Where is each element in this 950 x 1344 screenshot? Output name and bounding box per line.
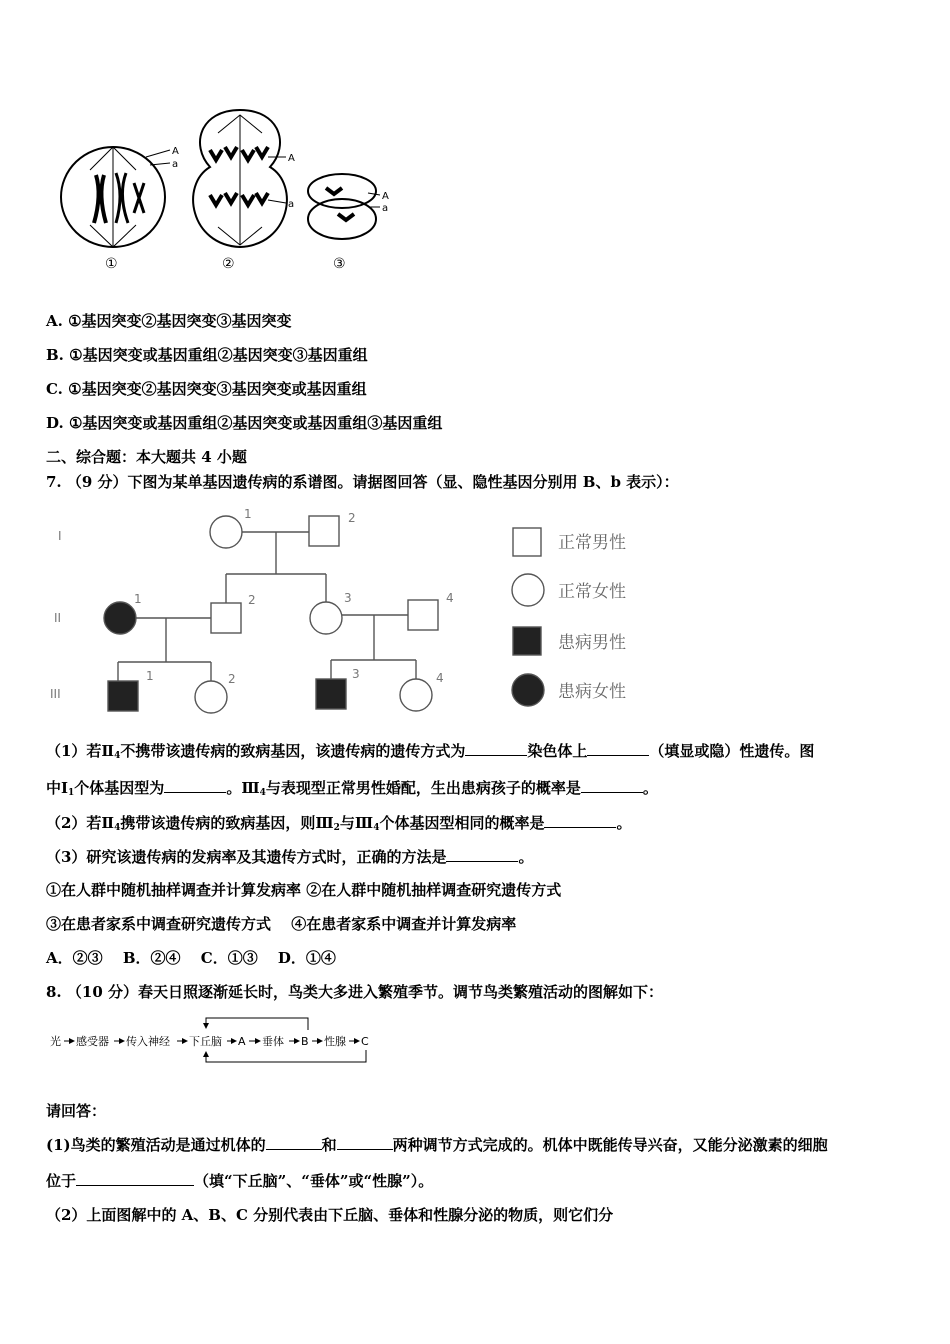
q6-option-c: C. ①基因突变②基因突变③基因突变或基因重组 <box>46 380 367 398</box>
gen-label-1: I <box>58 529 62 543</box>
flow-C: C <box>361 1035 369 1048</box>
cell-2-drawing <box>193 110 287 247</box>
II1-affected-female <box>104 602 136 634</box>
I2-number: 2 <box>348 511 356 525</box>
I2-normal-male <box>309 516 339 546</box>
II2-number: 2 <box>248 593 256 607</box>
q7-part1-line1: （1）若$Ⅱ_4$不携带该遗传病的致病基因，该遗传病的遗传方式为 染色体上 （填显或隐）性遗传。图 <box>46 742 815 761</box>
q7-stem: 7. （9 分）下图为某单基因遗传病的系谱图。请据图回答（显、隐性基因分别用 B、b 表示）： <box>46 473 679 491</box>
III4-number: 4 <box>436 671 444 685</box>
q8-part1-line2: 位于 （填“下丘脑”、“垂体”或“性腺”）。 <box>46 1172 434 1190</box>
pedigree-chart <box>46 500 666 725</box>
answer-blank-genotype[interactable] <box>164 778 226 793</box>
legend-normal-female: 正常女性 <box>558 582 626 602</box>
gen-label-3: III <box>50 687 61 701</box>
III2-normal-female <box>195 681 227 713</box>
answer-blank-dominance[interactable] <box>587 741 649 756</box>
q7-part1-line2: 中$Ⅰ_1$个体基因型为 。$Ⅲ_4$与表现型正常男性婚配，生出患病孩子的概率是 。 <box>46 779 658 798</box>
answer-blank-probability[interactable] <box>581 778 643 793</box>
flow-pituitary: 垂体 <box>262 1035 284 1048</box>
q8-stem: 8. （10 分）春天日照逐渐延长时，鸟类大多进入繁殖季节。调节鸟类繁殖活动的图解如下： <box>46 983 663 1001</box>
III1-affected-male <box>108 681 138 711</box>
legend-affected-male-symbol <box>513 627 541 655</box>
answer-blank-inheritance-chromosome[interactable] <box>465 741 527 756</box>
III2-number: 2 <box>228 672 236 686</box>
q8-part1-line1: (1)鸟类的繁殖活动是通过机体的 和 两种调节方式完成的。机体中既能传导兴奋，又能分泌激素的细胞 <box>46 1136 828 1154</box>
cell2-label-a: a <box>288 199 295 210</box>
gen-label-2: II <box>54 611 62 625</box>
III3-affected-male <box>316 679 346 709</box>
II3-number: 3 <box>344 591 352 605</box>
II3-normal-female <box>310 602 342 634</box>
II1-number: 1 <box>134 592 142 606</box>
q8-part2: （2）上面图解中的 A、B、C 分别代表由下丘脑、垂体和性腺分泌的物质，则它们分 <box>46 1206 614 1224</box>
q6-option-b: B. ①基因突变或基因重组②基因突变③基因重组 <box>46 346 368 364</box>
regulation-flow-diagram <box>46 1012 386 1068</box>
flow-receptor: 感受器 <box>76 1035 109 1048</box>
flow-A: A <box>238 1035 246 1048</box>
legend-normal-male-symbol <box>513 528 541 556</box>
flow-hypothalamus: 下丘脑 <box>189 1035 222 1048</box>
legend-normal-male: 正常男性 <box>558 533 626 553</box>
III3-number: 3 <box>352 667 360 681</box>
II4-number: 4 <box>446 591 454 605</box>
flow-afferent-nerve: 传入神经 <box>126 1035 170 1048</box>
q7-methods-line1: ①在人群中随机抽样调查并计算发病率 ②在人群中随机抽样调查研究遗传方式 <box>46 881 562 899</box>
legend-normal-female-symbol <box>512 574 544 606</box>
III1-number: 1 <box>146 669 154 683</box>
cell3-number: ③ <box>333 256 346 272</box>
cell1-number: ① <box>105 256 118 272</box>
cell-3-drawing <box>308 174 380 239</box>
q6-option-a: A. ①基因突变②基因突变③基因突变 <box>46 312 292 330</box>
cell3-label-A: A <box>382 191 389 202</box>
cell2-number: ② <box>222 256 235 272</box>
q7-part2: （2）若$Ⅱ_4$携带该遗传病的致病基因，则$Ⅲ_2$与$Ⅲ_4$个体基因型相同的概率是 。 <box>46 814 632 833</box>
q7-methods-line2: ③在患者家系中调查研究遗传方式 ④在患者家系中调查并计算发病率 <box>46 915 517 933</box>
cell-division-figure <box>50 95 400 275</box>
legend-affected-female: 患病女性 <box>558 682 626 702</box>
q8-answer-prompt: 请回答： <box>46 1102 107 1120</box>
II2-normal-male <box>211 603 241 633</box>
I1-normal-female <box>210 516 242 548</box>
section-heading: 二、综合题：本大题共 4 小题 <box>46 448 247 466</box>
flow-B: B <box>301 1035 309 1048</box>
answer-blank-same-genotype[interactable] <box>544 813 616 828</box>
legend-affected-male: 患病男性 <box>558 633 626 653</box>
flow-gonad: 性腺 <box>324 1035 346 1048</box>
q7-choices: A．②③ B．②④ C．①③ D．①④ <box>46 949 336 967</box>
q6-option-d: D. ①基因突变或基因重组②基因突变或基因重组③基因重组 <box>46 414 443 432</box>
cell1-label-A: A <box>172 146 179 157</box>
cell3-label-a: a <box>382 203 389 214</box>
cell1-label-a: a <box>172 159 179 170</box>
cell2-label-A: A <box>288 153 295 164</box>
I1-number: 1 <box>244 507 252 521</box>
cell-1-drawing <box>61 147 170 247</box>
answer-blank-regulation-1[interactable] <box>266 1135 322 1150</box>
III4-normal-female <box>400 679 432 711</box>
answer-blank-cell-location[interactable] <box>76 1171 194 1186</box>
flow-light: 光 <box>50 1035 61 1048</box>
q7-part3: （3）研究该遗传病的发病率及其遗传方式时，正确的方法是 。 <box>46 848 534 866</box>
answer-blank-regulation-2[interactable] <box>337 1135 393 1150</box>
II4-normal-male <box>408 600 438 630</box>
legend-affected-female-symbol <box>512 674 544 706</box>
answer-blank-method[interactable] <box>446 847 518 862</box>
